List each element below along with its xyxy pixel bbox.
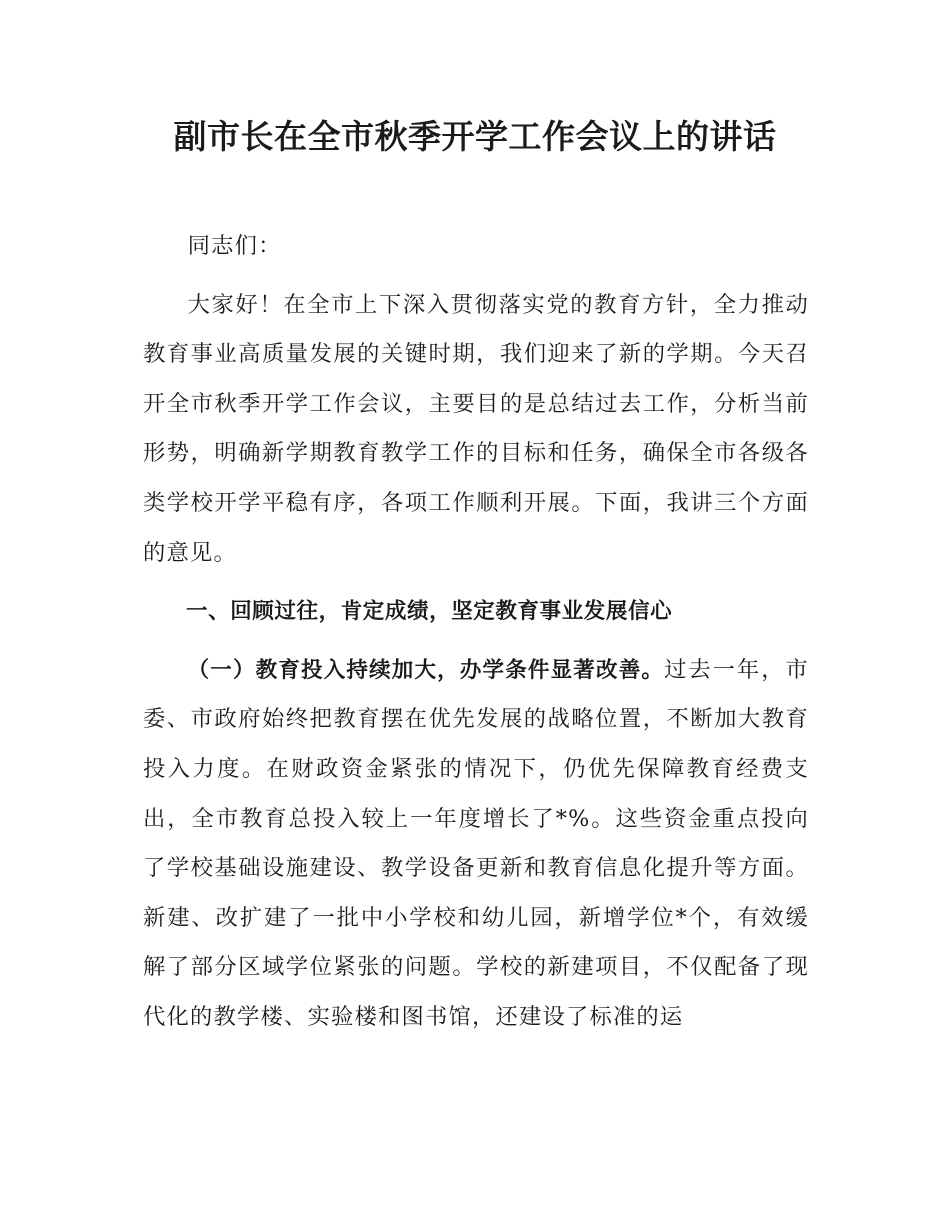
document-title: 副市长在全市秋季开学工作会议上的讲话 [173, 117, 777, 156]
document-body [143, 222, 809, 1043]
intro-paragraph: 大家好！在全市上下深入贯彻落实党的教育方针，全力推动教育事业高质量发展的关键时期，我们迎来了新的学期。今天召开全市秋季开学工作会议，主要目的是总结过去工作，分析当前形势，明确新学期教育教学工作的目标和任务，确保全市各级各类学校开学平稳有序，各项工作顺利开展。下面，我讲三个方面的意见。 [143, 291, 809, 566]
section-heading-1: 一、回顾过往，肯定成绩，坚定教育事业发展信心 [186, 599, 673, 625]
subsection-paragraph-1 [143, 646, 809, 1043]
salutation: 同志们： [187, 233, 282, 259]
subsection-lead-1: （一）教育投入持续加大，办学条件显著改善。 [187, 657, 665, 683]
subsection-text-1: 过去一年，市委、市政府始终把教育摆在优先发展的战略位置，不断加大教育投入力度。在财政资金紧张的情况下，仍优先保障教育经费支出，全市教育总投入较上一年度增长了*%。这些资金重点投向了学校基础设施建设、教学设备更新和教育信息化提升等方面。新建、改扩建了一批中小学校和幼儿园，新增学位*个，有效缓解了部分区域学位紧张的问题。学校的新建项目，不仅配备了现代化的教学楼、实验楼和图书馆，还建设了标准的运 [143, 656, 810, 1030]
